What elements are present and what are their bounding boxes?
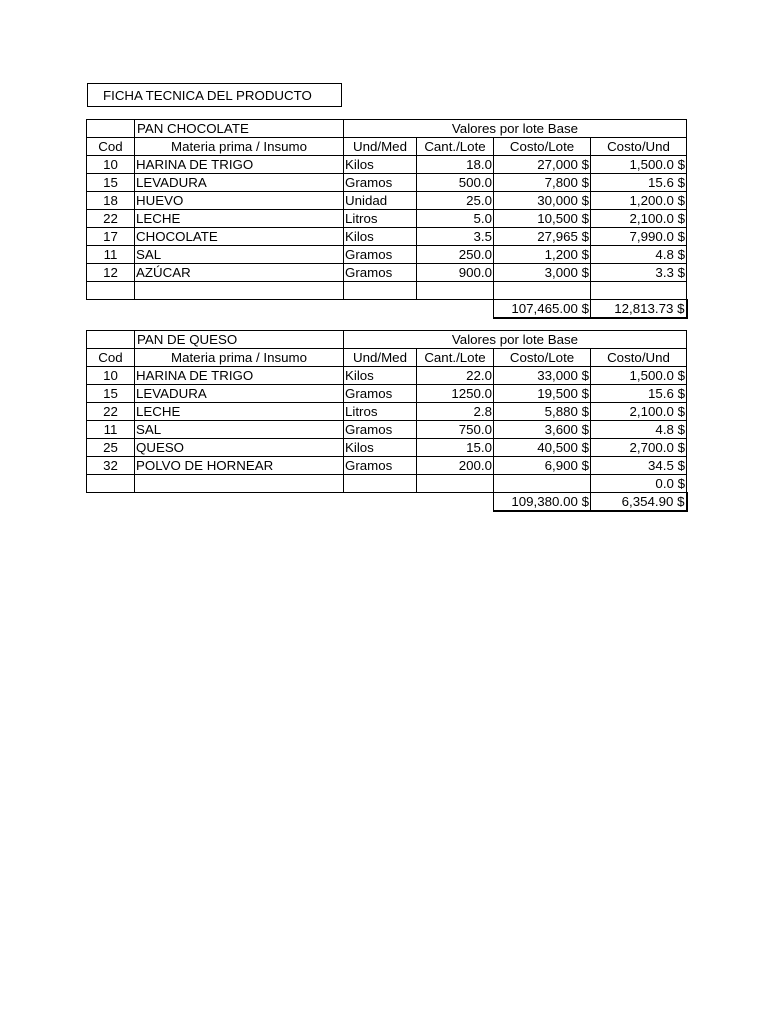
cell-cod: 25 <box>87 439 135 457</box>
header-cod: Cod <box>87 349 135 367</box>
cell-empty <box>87 300 135 319</box>
cell-costo-lote <box>494 282 591 300</box>
cell-cant: 2.8 <box>417 403 494 421</box>
cell-materia: QUESO <box>135 439 344 457</box>
table-row <box>87 457 687 475</box>
cell-und: Kilos <box>344 156 417 174</box>
cell-cant: 3.5 <box>417 228 494 246</box>
cell-cod: 18 <box>87 192 135 210</box>
table-row <box>87 385 687 403</box>
cell-empty <box>87 493 135 512</box>
header-cant: Cant./Lote <box>417 138 494 156</box>
cell-empty <box>87 331 135 349</box>
cell-und: Kilos <box>344 439 417 457</box>
cell-materia: LECHE <box>135 210 344 228</box>
cell-cod: 11 <box>87 246 135 264</box>
cell-und: Kilos <box>344 228 417 246</box>
cell-empty <box>344 493 417 512</box>
cell-cant: 25.0 <box>417 192 494 210</box>
cell-cant: 22.0 <box>417 367 494 385</box>
cell-empty <box>417 493 494 512</box>
cell-materia: LECHE <box>135 403 344 421</box>
cell-empty <box>344 300 417 319</box>
cell-cant: 500.0 <box>417 174 494 192</box>
total-costo-und: 6,354.90 $ <box>591 493 687 512</box>
cell-cant: 900.0 <box>417 264 494 282</box>
cell-cod: 10 <box>87 156 135 174</box>
cell-costo-und: 15.6 $ <box>591 385 687 403</box>
rows-body <box>87 156 687 300</box>
cell-costo-lote: 19,500 $ <box>494 385 591 403</box>
header-materia: Materia prima / Insumo <box>135 138 344 156</box>
product-name: PAN CHOCOLATE <box>135 120 344 138</box>
total-costo-lote: 107,465.00 $ <box>494 300 591 319</box>
cell-und <box>344 282 417 300</box>
cell-materia: AZÚCAR <box>135 264 344 282</box>
cell-costo-und: 1,500.0 $ <box>591 156 687 174</box>
cell-und: Gramos <box>344 246 417 264</box>
table-row <box>87 192 687 210</box>
cell-costo-und: 4.8 $ <box>591 421 687 439</box>
cell-cod: 10 <box>87 367 135 385</box>
cell-materia: SAL <box>135 421 344 439</box>
cell-materia: CHOCOLATE <box>135 228 344 246</box>
cell-cant: 15.0 <box>417 439 494 457</box>
cell-und: Gramos <box>344 457 417 475</box>
table-row <box>87 403 687 421</box>
cell-costo-lote: 30,000 $ <box>494 192 591 210</box>
cell-costo-lote: 3,000 $ <box>494 264 591 282</box>
cell-costo-lote: 1,200 $ <box>494 246 591 264</box>
table-row <box>87 156 687 174</box>
cell-materia <box>135 282 344 300</box>
header-costo-und: Costo/Und <box>591 138 687 156</box>
cell-empty <box>135 493 344 512</box>
cell-costo-und: 2,100.0 $ <box>591 210 687 228</box>
cell-cant: 5.0 <box>417 210 494 228</box>
table-row <box>87 367 687 385</box>
cell-cant: 1250.0 <box>417 385 494 403</box>
cell-cod: 32 <box>87 457 135 475</box>
cell-empty <box>417 300 494 319</box>
cell-und: Kilos <box>344 367 417 385</box>
cell-costo-lote <box>494 475 591 493</box>
cell-empty <box>135 300 344 319</box>
product-table-pan-chocolate <box>86 119 688 319</box>
cell-cant: 200.0 <box>417 457 494 475</box>
table-row <box>87 421 687 439</box>
cell-cod: 22 <box>87 210 135 228</box>
cell-materia: POLVO DE HORNEAR <box>135 457 344 475</box>
totals-row <box>87 300 687 319</box>
cell-costo-und: 4.8 $ <box>591 246 687 264</box>
total-costo-und: 12,813.73 $ <box>591 300 687 319</box>
cell-materia: HUEVO <box>135 192 344 210</box>
table-row <box>87 174 687 192</box>
rows-body <box>87 367 687 493</box>
document-title: FICHA TECNICA DEL PRODUCTO <box>87 83 342 107</box>
cell-materia: LEVADURA <box>135 385 344 403</box>
header-materia: Materia prima / Insumo <box>135 349 344 367</box>
cell-und: Gramos <box>344 264 417 282</box>
cell-cant <box>417 282 494 300</box>
cell-cod: 12 <box>87 264 135 282</box>
cell-costo-und: 3.3 $ <box>591 264 687 282</box>
cell-costo-lote: 33,000 $ <box>494 367 591 385</box>
cell-cod: 17 <box>87 228 135 246</box>
cell-cod: 11 <box>87 421 135 439</box>
cell-cant: 250.0 <box>417 246 494 264</box>
product-table-pan-de-queso <box>86 330 688 512</box>
cell-costo-und: 7,990.0 $ <box>591 228 687 246</box>
table-row <box>87 246 687 264</box>
product-name: PAN DE QUESO <box>135 331 344 349</box>
cell-und: Gramos <box>344 174 417 192</box>
header-costo-und: Costo/Und <box>591 349 687 367</box>
cell-cod <box>87 282 135 300</box>
table-row <box>87 210 687 228</box>
cell-costo-und: 2,700.0 $ <box>591 439 687 457</box>
cell-und: Gramos <box>344 385 417 403</box>
cell-costo-lote: 7,800 $ <box>494 174 591 192</box>
cell-costo-und: 2,100.0 $ <box>591 403 687 421</box>
cell-cant <box>417 475 494 493</box>
cell-cod: 15 <box>87 174 135 192</box>
cell-costo-lote: 10,500 $ <box>494 210 591 228</box>
cell-und: Unidad <box>344 192 417 210</box>
table-row <box>87 439 687 457</box>
cell-costo-lote: 27,965 $ <box>494 228 591 246</box>
cell-materia: SAL <box>135 246 344 264</box>
cell-cod: 15 <box>87 385 135 403</box>
header-costo-lote: Costo/Lote <box>494 138 591 156</box>
table-row <box>87 228 687 246</box>
cell-costo-lote: 6,900 $ <box>494 457 591 475</box>
header-cant: Cant./Lote <box>417 349 494 367</box>
table-row <box>87 264 687 282</box>
cell-costo-und <box>591 282 687 300</box>
cell-costo-lote: 40,500 $ <box>494 439 591 457</box>
header-cod: Cod <box>87 138 135 156</box>
table-row <box>87 475 687 493</box>
cell-und: Litros <box>344 210 417 228</box>
cell-empty <box>87 120 135 138</box>
cell-costo-und: 1,500.0 $ <box>591 367 687 385</box>
header-valores: Valores por lote Base <box>344 120 687 138</box>
cell-und: Gramos <box>344 421 417 439</box>
header-costo-lote: Costo/Lote <box>494 349 591 367</box>
cell-und <box>344 475 417 493</box>
cell-cod: 22 <box>87 403 135 421</box>
cell-costo-und: 15.6 $ <box>591 174 687 192</box>
header-valores: Valores por lote Base <box>344 331 687 349</box>
cell-und: Litros <box>344 403 417 421</box>
cell-materia <box>135 475 344 493</box>
cell-costo-lote: 3,600 $ <box>494 421 591 439</box>
cell-costo-lote: 27,000 $ <box>494 156 591 174</box>
table-row <box>87 282 687 300</box>
cell-cant: 18.0 <box>417 156 494 174</box>
cell-costo-und: 1,200.0 $ <box>591 192 687 210</box>
cell-materia: LEVADURA <box>135 174 344 192</box>
total-costo-lote: 109,380.00 $ <box>494 493 591 512</box>
header-und: Und/Med <box>344 349 417 367</box>
cell-costo-und: 0.0 $ <box>591 475 687 493</box>
cell-materia: HARINA DE TRIGO <box>135 367 344 385</box>
cell-cod <box>87 475 135 493</box>
cell-costo-lote: 5,880 $ <box>494 403 591 421</box>
cell-cant: 750.0 <box>417 421 494 439</box>
cell-materia: HARINA DE TRIGO <box>135 156 344 174</box>
totals-row <box>87 493 687 512</box>
cell-costo-und: 34.5 $ <box>591 457 687 475</box>
header-und: Und/Med <box>344 138 417 156</box>
